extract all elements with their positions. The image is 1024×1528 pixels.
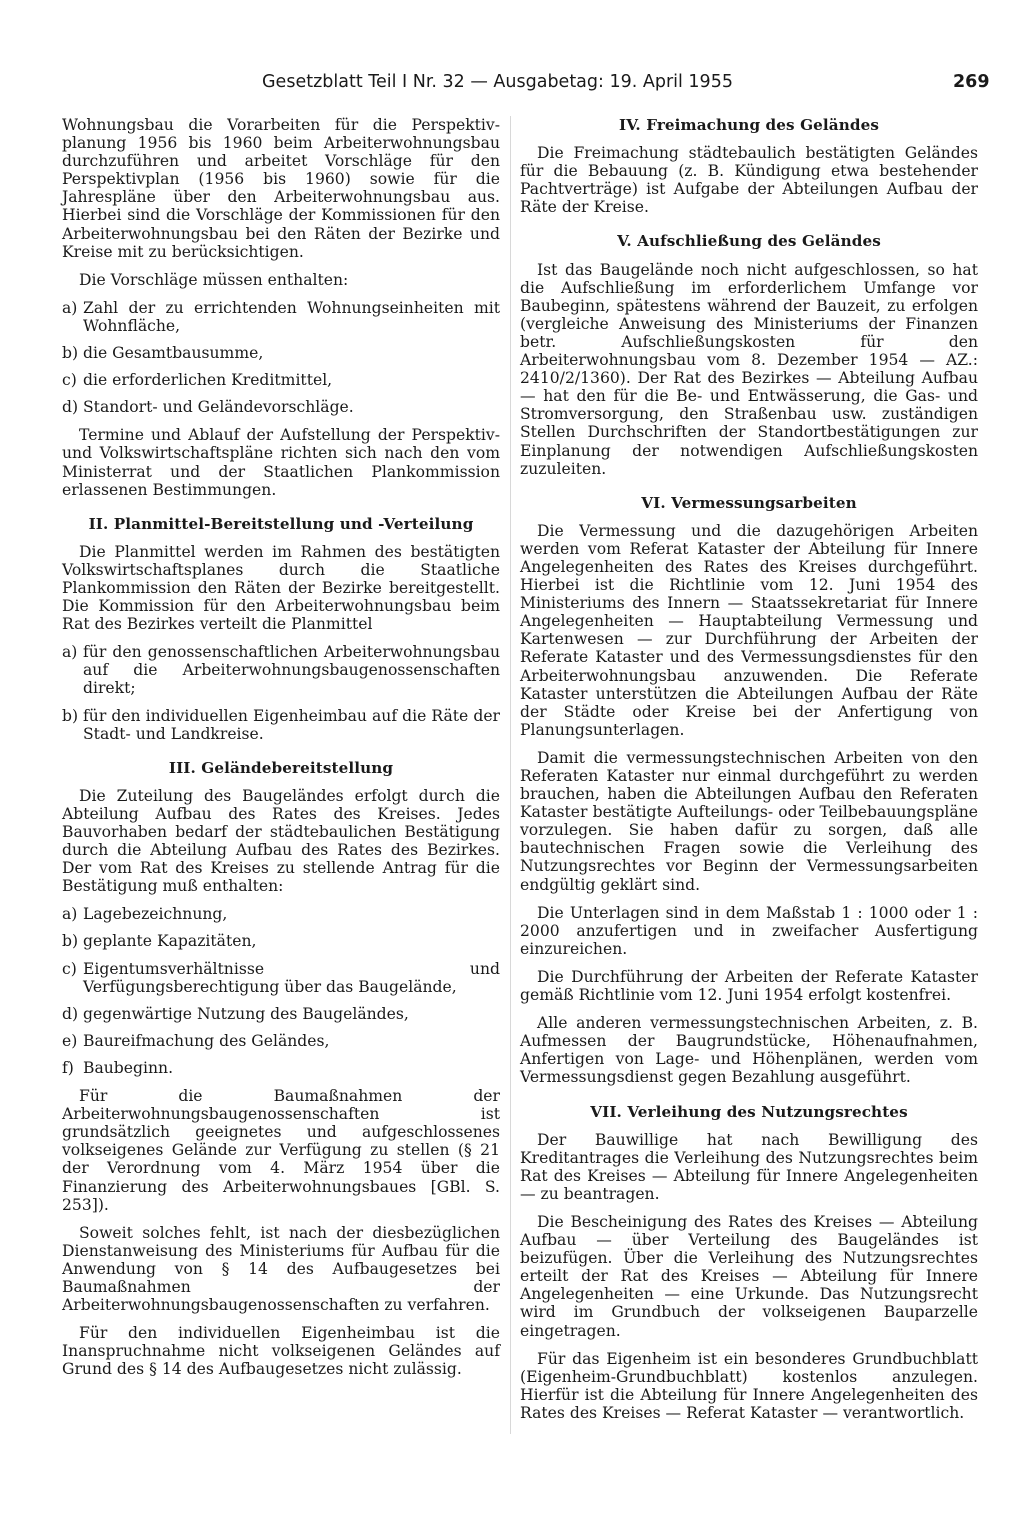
list-text: geplante Kapazitäten,: [83, 932, 257, 951]
list-text: Lagebezeichnung,: [83, 905, 228, 924]
list-text: die Gesamtbausumme,: [83, 344, 264, 363]
list-item: [62, 398, 500, 416]
paragraph: Die Bescheinigung des Rates des Kreises — Abteilung Aufbau — über Verteilung des Baugeländes ist beizufügen. Über die Verleihung des Nutzungsrechtes erteilt der Rat des Kreises — Abteilung für Innere Angelegenheiten — eine Urkunde. Das Nutzungsrecht wird im Grundbuch der volkseigenen Bauparzelle eingetragen.: [520, 1212, 978, 1340]
list-marker: b): [62, 706, 79, 725]
list-marker: c): [62, 371, 77, 390]
list-item: [62, 344, 500, 362]
paragraph: Damit die vermessungstechnischen Arbeiten von den Referaten Kataster nur einmal durchgeführt zu werden brauchen, haben die Abteilungen Aufbau den Referaten Kataster bestätigte Aufteilungs- oder Teilbebauungspläne vorzulegen. Sie haben dafür zu sorgen, daß alle bautechnischen Fragen sowie die Verleihung des Nutzungsrechtes vor Beginn der Vermessungsarbeiten endgültig geklärt sind.: [520, 748, 978, 894]
list-text: für den genossenschaftlichen Arbeiterwohnungsbau auf die Arbeiterwohnungsbaugenossenschaften direkt;: [83, 643, 500, 698]
paragraph: Die Planmittel werden im Rahmen des bestätigten Volkswirtschaftsplanes durch die Staatliche Plankommission den Räten der Bezirke bereitgestellt. Die Kommission für den Arbeiterwohnungsbau beim Rat des Bezirkes verteilt die Planmittel: [62, 542, 500, 634]
paragraph: Die Vorschläge müssen enthalten:: [79, 270, 349, 289]
list-marker: d): [62, 398, 79, 417]
list-item: [62, 299, 500, 335]
paragraph: Die Unterlagen sind in dem Maßstab 1 : 1000 oder 1 : 2000 anzufertigen und in zweifacher Ausfertigung einzureichen.: [520, 903, 978, 958]
list-item: [62, 1032, 500, 1050]
list-item: [62, 960, 500, 996]
section-heading: II. Planmittel-Bereitstellung und -Verteilung: [88, 514, 474, 533]
list-text: Baubeginn.: [83, 1058, 174, 1077]
proposal-contents-list: [62, 299, 500, 416]
paragraph: Die Freimachung städtebaulich bestätigten Geländes für die Bebauung (z. B. Kündigung etwa bestehender Pachtverträge) ist Aufgabe der Abteilungen Aufbau der Räte der Kreise.: [520, 144, 978, 217]
running-title: Gesetzblatt Teil I Nr. 32 — Ausgabetag: 19. April 1955: [262, 72, 733, 92]
list-text: die erforderlichen Kreditmittel,: [83, 371, 333, 390]
list-marker: b): [62, 932, 79, 951]
paragraph: Die Vermessung und die dazugehörigen Arbeiten werden vom Referat Kataster der Abteilung für Innere Angelegenheiten des Rates des Kreises durchgeführt. Hierbei ist die Richtlinie vom 12. Juni 1954 des Ministeriums des Innern — Staatssekretariat für Innere Angelegenheiten — Hauptabteilung Vermessung und Kartenwesen — zur Durchführung der Arbeiten der Referate Kataster und des Vermessungsdienstes für den Arbeiterwohnungsbau anzuwenden. Die Referate Kataster unterstützen die Abteilungen Aufbau der Räte der Städte oder Kreise bei der Anfertigung von Planungsunterlagen.: [520, 521, 978, 739]
section-heading: IV. Freimachung des Geländes: [619, 116, 879, 134]
list-item: [62, 905, 500, 923]
list-text: Eigentumsverhältnisse und Verfügungsberechtigung über das Baugelände,: [83, 959, 500, 996]
section-heading: III. Geländebereitstellung: [168, 758, 394, 777]
list-marker: e): [62, 1031, 78, 1050]
paragraph: Wohnungsbau die Vorarbeiten für die Perspektiv-planung 1956 bis 1960 beim Arbeiterwohnungsbau durchzuführen und arbeitet Vorschläge für den Perspektivplan (1956 bis 1960) sowie für die Jahrespläne über den Arbeiterwohnungsbau aus. Hierbei sind die Vorschläge der Kommissionen für den Arbeiterwohnungsbau bei den Räten der Bezirke und Kreise mit zu berücksichtigen.: [62, 116, 500, 261]
paragraph: Die Durchführung der Arbeiten der Referate Kataster gemäß Richtlinie vom 12. Juni 1954 erfolgt kostenfrei.: [520, 967, 978, 1005]
list-item: [62, 643, 500, 697]
allocation-list: [62, 643, 500, 742]
list-marker: f): [62, 1058, 74, 1077]
paragraph: Für die Baumaßnahmen der Arbeiterwohnungsbaugenossenschaften ist grundsätzlich geeignetes und aufgeschlossenes volkseigenes Gelände zur Verfügung zu stellen (§ 21 der Verordnung vom 4. März 1954 über die Finanzierung des Arbeiterwohnungsbaues [GBl. S. 253]).: [62, 1087, 500, 1214]
list-text: Zahl der zu errichtenden Wohnungseinheiten mit Wohnfläche,: [83, 298, 500, 335]
list-text: gegenwärtige Nutzung des Baugeländes,: [83, 1004, 409, 1023]
paragraph: Termine und Ablauf der Aufstellung der Perspektiv- und Volkswirtschaftspläne richten sich nach den vom Ministerrat und der Staatlichen Plankommission erlassenen Bestimmungen.: [62, 426, 500, 499]
list-text: Standort- und Geländevorschläge.: [83, 398, 354, 417]
list-item: [62, 371, 500, 389]
list-marker: d): [62, 1004, 79, 1023]
section-heading: VI. Vermessungsarbeiten: [641, 493, 857, 512]
right-column: [520, 116, 978, 1432]
list-item: [62, 1059, 500, 1077]
section-heading: VII. Verleihung des Nutzungsrechtes: [590, 1102, 908, 1121]
left-column: [62, 116, 500, 1388]
list-marker: b): [62, 344, 79, 363]
list-text: Baureifmachung des Geländes,: [83, 1031, 330, 1050]
section-heading: V. Aufschließung des Geländes: [617, 232, 881, 251]
page-header: [0, 72, 1024, 102]
paragraph: Für den individuellen Eigenheimbau ist die Inanspruchnahme nicht volkseigenen Geländes auf Grund des § 14 des Aufbaugesetzes nicht zulässig.: [62, 1324, 500, 1379]
column-divider: [510, 116, 511, 1434]
page-number: 269: [953, 72, 990, 92]
paragraph: Der Bauwillige hat nach Bewilligung des Kreditantrages die Verleihung des Nutzungsrechtes beim Rat des Kreises — Abteilung für Innere Angelegenheiten — zu beantragen.: [520, 1130, 978, 1203]
list-marker: a): [62, 905, 78, 924]
list-marker: a): [62, 643, 78, 662]
application-contents-list: [62, 905, 500, 1077]
list-text: für den individuellen Eigenheimbau auf die Räte der Stadt- und Landkreise.: [83, 706, 500, 743]
list-item: [62, 932, 500, 950]
paragraph: Ist das Baugelände noch nicht aufgeschlossen, so hat die Aufschließung im erforderlichem Umfange vor Baubeginn, spätestens während der Bauzeit, zu erfolgen (vergleiche Anweisung des Ministeriums der Finanzen betr. Aufschließungskosten für den Arbeiterwohnungsbau vom 8. Dezember 1954 — AZ.: 2410/2/1360). Der Rat des Bezirkes — Abteilung Aufbau — hat den für die Be- und Entwässerung, die Gas- und Stromversorgung, den Straßenbau usw. zuständigen Stellen Durchschriften der Standortbestätigungen zur Einplanung der notwendigen Aufschließungskosten zuzuleiten.: [520, 260, 978, 478]
paragraph: Soweit solches fehlt, ist nach der diesbezüglichen Dienstanweisung des Ministeriums für Aufbau für die Anwendung von § 14 des Aufbaugesetzes bei Baumaßnahmen der Arbeiterwohnungsbaugenossenschaften zu verfahren.: [62, 1223, 500, 1315]
paragraph: Alle anderen vermessungstechnischen Arbeiten, z. B. Aufmessen der Baugrundstücke, Höhenaufnahmen, Anfertigen von Lage- und Höhenplänen, werden vom Vermessungsdienst gegen Bezahlung ausgeführt.: [520, 1014, 978, 1087]
paragraph: Die Zuteilung des Baugeländes erfolgt durch die Abteilung Aufbau des Rates des Kreises. Jedes Bauvorhaben bedarf der städtebaulichen Bestätigung durch die Abteilung Aufbau des Rates des Bezirkes. Der vom Rat des Kreises zu stellende Antrag für die Bestätigung muß enthalten:: [62, 786, 500, 896]
list-marker: a): [62, 298, 78, 317]
list-item: [62, 707, 500, 743]
list-marker: c): [62, 959, 77, 978]
list-item: [62, 1005, 500, 1023]
paragraph: Für das Eigenheim ist ein besonderes Grundbuchblatt (Eigenheim-Grundbuchblatt) kostenlos anzulegen. Hierfür ist die Abteilung für Innere Angelegenheiten des Rates des Kreises — Referat Kataster — verantwortlich.: [520, 1349, 978, 1422]
